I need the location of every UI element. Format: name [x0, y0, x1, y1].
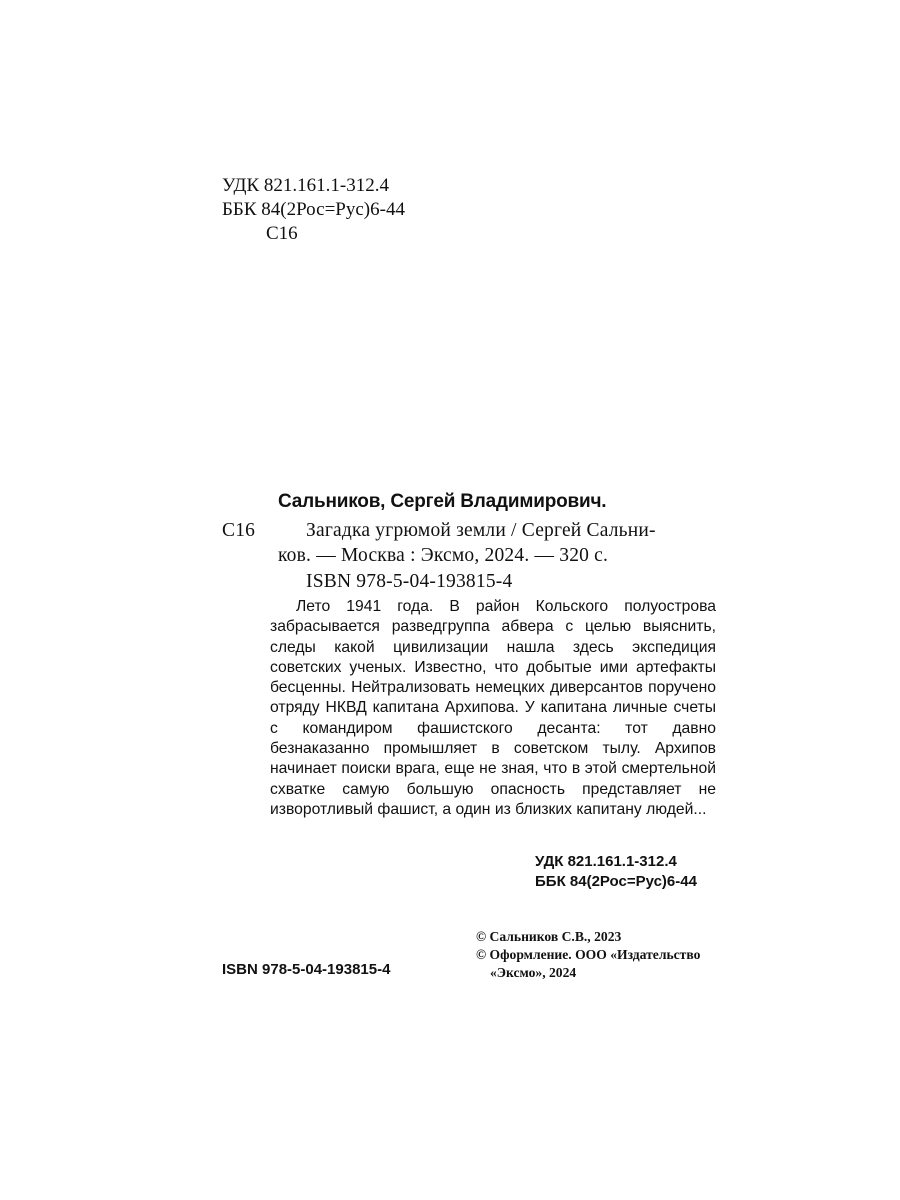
bbk-code: ББК 84(2Рос=Рус)6-44 [222, 199, 405, 220]
title-line-1: Загадка угрюмой земли / Сергей Сальни- [306, 520, 656, 541]
copyright-author: © Сальников С.В., 2023 [476, 929, 622, 944]
footer-isbn: ISBN 978-5-04-193815-4 [222, 961, 391, 978]
record-author-mark: С16 [222, 520, 256, 541]
title-line-2: ков. — Москва : Эксмо, 2024. — 320 с. [278, 545, 609, 566]
record-isbn: ISBN 978-5-04-193815-4 [306, 571, 513, 592]
annotation-text: Лето 1941 года. В район Кольского полуострова забрасывается разведгруппа абвера с целью выяснить, следы какой цивилизации нашла здесь экспедиция советских ученых. Известно, что добытые ими артефакты бесценны. Нейтрализовать немецких диверсантов поручено отряду НКВД капитана Архипова. У капитана личные счеты с командиром фашистского десанта: тот давно безнаказанно промышляет в советском тылу. Архипов начинает поиски врага, еще не зная, что в этой смертельной схватке самую большую опасность представляет не изворотливый фашист, а один из близких капитану людей... [270, 598, 716, 818]
udk-code: УДК 821.161.1-312.4 [222, 175, 389, 196]
copyright-design-line-1: © Оформление. ООО «Издательство [476, 947, 701, 962]
bottom-bbk-code: ББК 84(2Рос=Рус)6-44 [535, 873, 697, 890]
bottom-udk-code: УДК 821.161.1-312.4 [535, 853, 677, 870]
copyright-design-line-2: «Эксмо», 2024 [490, 965, 577, 980]
annotation [270, 597, 716, 820]
author-mark: С16 [266, 223, 298, 244]
author-heading: Сальников, Сергей Владимирович. [278, 491, 607, 512]
